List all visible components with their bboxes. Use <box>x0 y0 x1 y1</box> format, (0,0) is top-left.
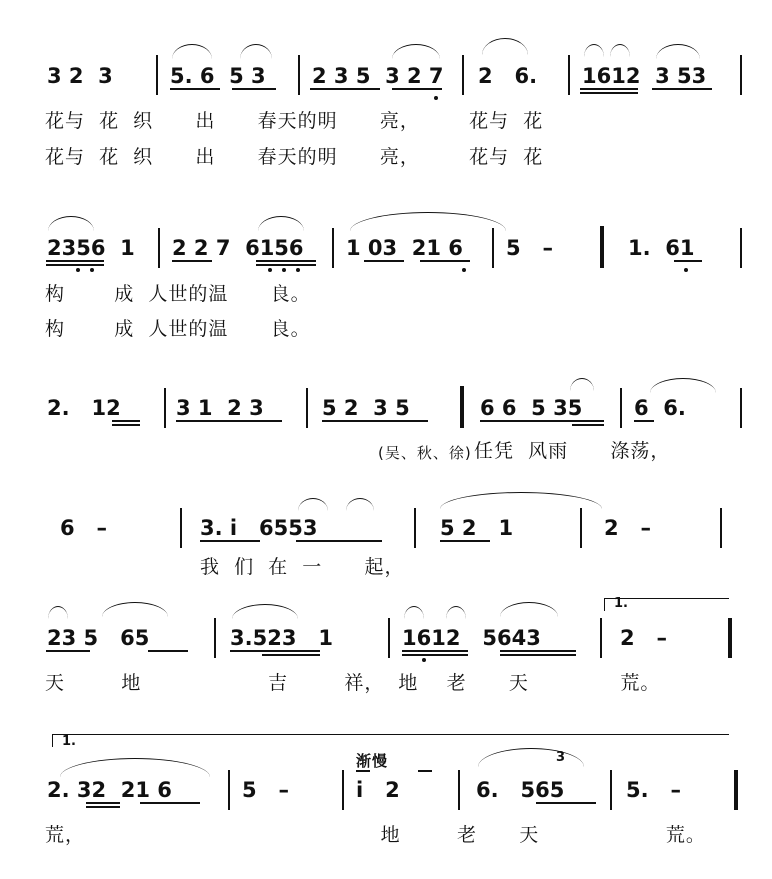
underline <box>580 88 638 90</box>
underline <box>200 540 260 542</box>
underline <box>500 654 576 656</box>
underline <box>172 260 212 262</box>
underline <box>148 650 188 652</box>
row2-lyrics-2: 构 成 人世的温 良。 <box>45 318 311 340</box>
row2-lyrics-1: 构 成 人世的温 良。 <box>45 283 311 305</box>
volta-label: 1. <box>62 734 76 749</box>
slur <box>478 748 584 767</box>
barline <box>342 770 344 810</box>
barline <box>458 770 460 810</box>
octave-dot <box>684 268 688 272</box>
barline <box>156 55 158 95</box>
octave-dot <box>76 268 80 272</box>
slur <box>570 378 594 391</box>
row6-m4: 6. 565 <box>476 778 565 802</box>
slur <box>392 44 440 59</box>
underline <box>86 802 120 804</box>
underline <box>296 540 382 542</box>
underline <box>112 424 140 426</box>
row1-m5: 1612 3 53 <box>582 64 707 88</box>
overline <box>418 770 432 772</box>
repeat-barline <box>728 618 732 658</box>
underline <box>232 88 276 90</box>
barline <box>580 508 582 548</box>
barline <box>228 770 230 810</box>
row1-lyrics-1: 花与 花 织 出 春天的明 亮， 花与 花 <box>45 110 544 132</box>
barline <box>214 618 216 658</box>
slur <box>102 602 168 617</box>
row3-lyrics: 任凭 风雨 涤荡， <box>474 440 671 462</box>
row2-m5: 1. 61 <box>628 236 695 260</box>
row3-m2: 3 1 2 3 <box>176 396 264 420</box>
underline <box>634 420 654 422</box>
row5-m4: 2 – <box>620 626 668 650</box>
underline <box>86 806 120 808</box>
underline <box>230 650 320 652</box>
slur <box>350 212 506 231</box>
underline <box>176 420 282 422</box>
repeat-barline <box>460 386 464 428</box>
underline <box>46 260 104 262</box>
barline <box>620 388 622 428</box>
octave-dot <box>434 96 438 100</box>
row5-lyrics: 天 地 吉 祥， 地 老 天 荒。 <box>45 672 661 694</box>
underline <box>580 92 638 94</box>
barline <box>388 618 390 658</box>
row6-m2: 5 – <box>242 778 290 802</box>
underline <box>572 424 604 426</box>
underline <box>674 260 702 262</box>
underline <box>170 88 220 90</box>
slur <box>240 44 272 59</box>
tempo-marking: 渐慢 <box>356 752 389 770</box>
row1-m1: 3 2 3 <box>47 64 113 88</box>
octave-dot <box>90 268 94 272</box>
row3-m5: 6 6. <box>634 396 686 420</box>
overline <box>356 770 370 772</box>
barline <box>180 508 182 548</box>
row6-lyrics: 荒， 地 老 天 荒。 <box>45 824 706 846</box>
slur <box>298 498 328 511</box>
row2-m4: 5 – <box>506 236 554 260</box>
singers-annotation: (吴、秋、徐) <box>378 444 472 462</box>
row4-m4: 2 – <box>604 516 652 540</box>
row4-lyrics: 我 们 在 一 起， <box>200 556 405 578</box>
slur <box>346 498 374 511</box>
slur <box>48 606 68 619</box>
barline <box>298 55 300 95</box>
row1-m3: 2 3 5 3 2 7 <box>312 64 444 88</box>
slur <box>656 44 700 59</box>
slur <box>440 492 602 509</box>
row1-m2: 5. 6 5 3 <box>170 64 266 88</box>
slur <box>48 216 94 231</box>
barline <box>740 55 742 95</box>
barline <box>158 228 160 268</box>
barline <box>610 770 612 810</box>
row6-m5: 5. – <box>626 778 682 802</box>
row4-m2: 3. i 6553 <box>200 516 318 540</box>
underline <box>440 540 490 542</box>
barline <box>740 388 742 428</box>
row5-m3: 1612 5643 <box>402 626 541 650</box>
slur <box>172 44 212 59</box>
row3-m1: 2. 12 <box>47 396 121 420</box>
underline <box>402 654 468 656</box>
slur <box>650 378 716 393</box>
row3-m3: 5 2 3 5 <box>322 396 410 420</box>
row4-m3: 5 2 1 <box>440 516 514 540</box>
tuplet-number: 3 <box>556 750 566 765</box>
volta-label: 1. <box>614 596 628 611</box>
slur <box>258 216 304 231</box>
slur <box>500 602 558 617</box>
barline <box>332 228 334 268</box>
underline <box>322 420 428 422</box>
octave-dot <box>268 268 272 272</box>
underline <box>536 802 596 804</box>
underline <box>480 420 604 422</box>
underline <box>256 264 316 266</box>
underline <box>262 654 320 656</box>
slur <box>446 606 466 619</box>
octave-dot <box>282 268 286 272</box>
row4-m1: 6 – <box>60 516 108 540</box>
slur <box>584 44 604 57</box>
row6-m1: 2. 32 21 6 <box>47 778 172 802</box>
slur <box>60 758 210 777</box>
row1-lyrics-2: 花与 花 织 出 春天的明 亮， 花与 花 <box>45 146 544 168</box>
barline <box>600 618 602 658</box>
octave-dot <box>462 268 466 272</box>
row2-m2: 2 2 7 6156 <box>172 236 304 260</box>
slur <box>610 44 630 57</box>
barline <box>164 388 166 428</box>
underline <box>500 650 576 652</box>
slur <box>482 38 528 55</box>
barline <box>306 388 308 428</box>
underline <box>420 260 470 262</box>
underline <box>310 88 380 90</box>
barline <box>720 508 722 548</box>
slur <box>232 604 298 619</box>
barline <box>414 508 416 548</box>
row5-m1: 23 5 65 <box>47 626 150 650</box>
row2-m1: 2356 1 <box>47 236 135 260</box>
volta-bracket <box>52 734 729 747</box>
row3-m4: 6 6 5 35 <box>480 396 583 420</box>
underline <box>652 88 712 90</box>
row1-m4: 2 6. <box>478 64 538 88</box>
underline <box>112 420 140 422</box>
barline <box>492 228 494 268</box>
row5-m2: 3.523 1 <box>230 626 333 650</box>
octave-dot <box>422 658 426 662</box>
octave-dot <box>296 268 300 272</box>
underline <box>46 264 104 266</box>
underline <box>46 650 90 652</box>
row6-m3: i 2 <box>356 778 400 802</box>
barline <box>568 55 570 95</box>
barline <box>462 55 464 95</box>
underline <box>256 260 316 262</box>
underline <box>392 88 442 90</box>
row2-m3: 1 03 21 6 <box>346 236 463 260</box>
underline <box>140 802 200 804</box>
repeat-barline <box>600 226 604 268</box>
final-barline <box>734 770 738 810</box>
underline <box>402 650 468 652</box>
slur <box>404 606 424 619</box>
barline <box>740 228 742 268</box>
underline <box>364 260 404 262</box>
